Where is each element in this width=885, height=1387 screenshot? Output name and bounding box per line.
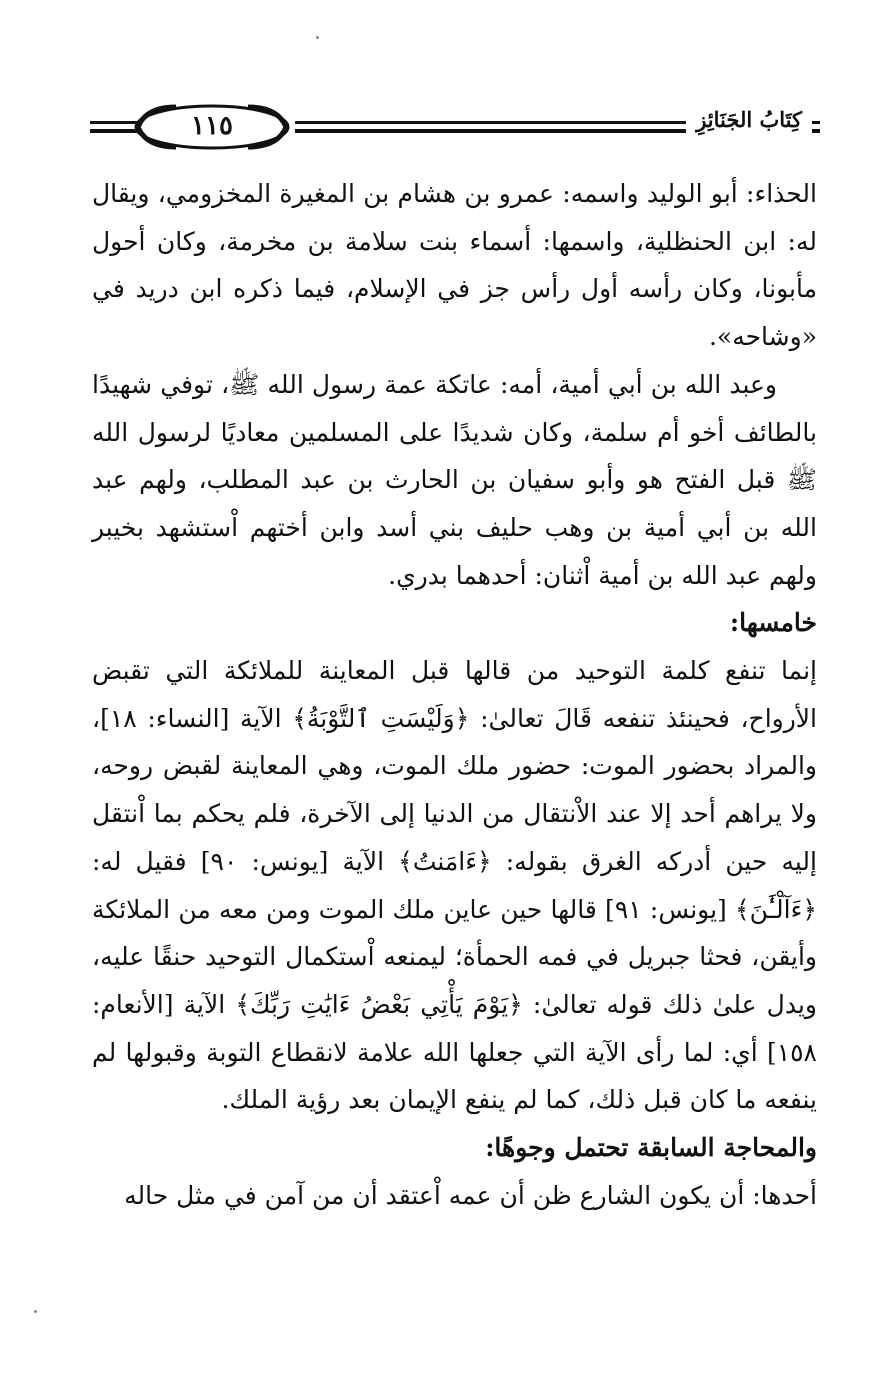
paragraph-4: أحدها: أن يكون الشارع ظن أن عمه اْعتقد أن من آمن في مثل حاله — [124, 1180, 817, 1210]
page-number: ١١٥ — [191, 111, 233, 141]
paragraph-3: إنما تنفع كلمة التوحيد من قالها قبل المعاينة للملائكة التي تقبض الأرواح، فحينئذ تنفعه قَالَ تعالىٰ: ﴿وَلَيْسَتِ ٱلتَّوْبَةُ﴾ الآية [النساء: ١٨]، والمراد بحضور الموت: حضور ملك الموت، وهي المعاينة لقبض روحه، ولا يراهم أحد إلا عند الاْنتقال من الدنيا إلى الآخرة، فلم يحكم بما اْنتقل إليه حين أدركه الغرق بقوله: ﴿ءَامَنتُ﴾ الآية [يونس: ٩٠] فقيل له: ﴿ءَآلْـَٰٔنَ﴾ [يونس: ٩١] قالها حين عاين ملك الموت ومن معه من الملائكة وأيقن، فحثا جبريل في فمه الحمأة؛ ليمنعه اْستكمال التوحيد حنقًا عليه، ويدل علىٰ ذلك قوله تعالىٰ: ﴿يَوْمَ يَأْتِي بَعْضُ ءَايَٰتِ رَبِّكَ﴾ الآية [الأنعام: ١٥٨] أي: لما رأى الآية التي جعلها الله علامة لانقطاع التوبة وقبولها لم ينفعه ما كان قبل ذلك، كما لم ينفع الإيمان بعد رؤية الملك. — [92, 656, 817, 1115]
page-number-badge — [132, 103, 292, 151]
section-heading-argument: والمحاجة السابقة تحتمل وجوهًا: — [485, 1133, 817, 1163]
page-body — [92, 170, 817, 1219]
paragraph-1: الحذاء: أبو الوليد واسمه: عمرو بن هشام بن المغيرة المخزومي، ويقال له: ابن الحنظلية، واسمها: أسماء بنت سلامة بن مخرمة، وكان أحول مأبونا، وكان رأسه أول رأس جز في الإسلام، فيما ذكره ابن دريد في «وشاحه». — [92, 179, 817, 352]
section-heading-fifth: خامسها: — [729, 608, 817, 638]
scan-speck — [316, 36, 319, 39]
paragraph-2: وعبد الله بن أبي أمية، أمه: عاتكة عمة رسول الله ﷺ، توفي شهيدًا بالطائف أخو أم سلمة، وكان شديدًا على المسلمين معاديًا لرسول الله ﷺ قبل الفتح هو وأبو سفيان بن الحارث بن عبد المطلب، ولهم عبد الله بن أبي أمية بن وهب حليف بني أسد وابن أختهم اْستشهد بخيبر ولهم عبد الله بن أمية اْثنان: أحدهما بدري. — [92, 369, 817, 590]
scan-speck — [34, 1310, 37, 1313]
chapter-title: كِتَابُ الجَنَائِزِ — [686, 105, 812, 135]
running-header — [90, 103, 820, 153]
